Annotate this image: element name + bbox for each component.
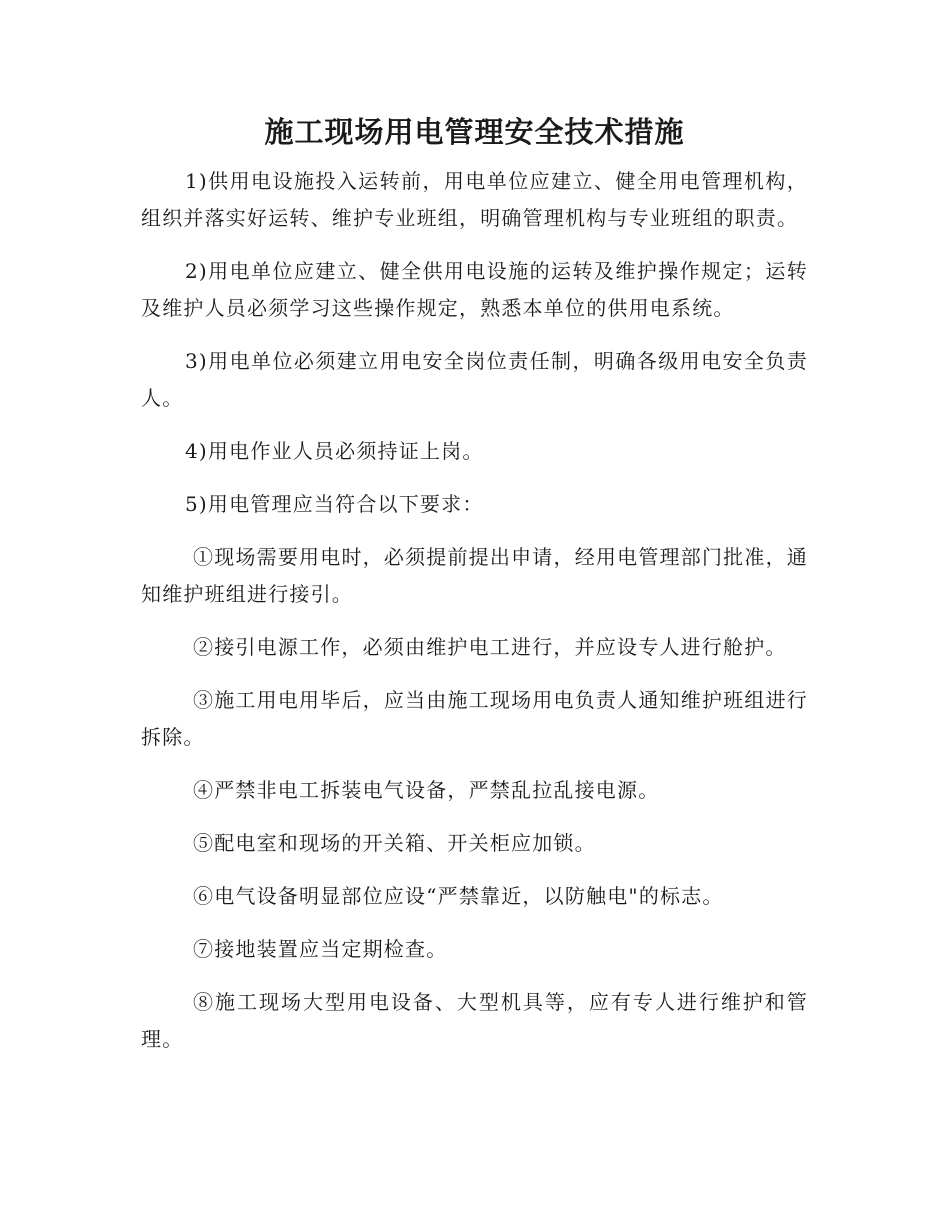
sub-item-6: ⑥电气设备明显部位应设“严禁靠近，以防触电"的标志。 (193, 884, 724, 908)
paragraph-5: 5)用电管理应当符合以下要求： (185, 492, 484, 516)
sub-item-7: ⑦接地装置应当定期检查。 (193, 937, 448, 961)
paragraph-2: 2)用电单位应建立、健全供用电设施的运转及维护操作规定；运转及维护人员必须学习这些操作规定，熟悉本单位的供用电系统。 (141, 259, 808, 320)
sub-item-1: ①现场需要用电时，必须提前提出申请，经用电管理部门批准，通知维护班组进行接引。 (141, 545, 808, 606)
sub-item-8: ⑧施工现场大型用电设备、大型机具等，应有专人进行维护和管理。 (141, 990, 808, 1051)
sub-item-5: ⑤配电室和现场的开关箱、开关柜应加锁。 (193, 831, 596, 855)
sub-item-2: ②接引电源工作，必须由维护电工进行，并应设专人进行舱护。 (193, 635, 787, 659)
paragraph-3: 3)用电单位必须建立用电安全岗位责任制，明确各级用电安全负责人。 (141, 349, 808, 410)
document-title: 施工现场用电管理安全技术措施 (264, 115, 685, 149)
paragraph-4: 4)用电作业人员必须持证上岗。 (185, 439, 484, 463)
paragraph-1: 1)供用电设施投入运转前，用电单位应建立、健全用电管理机构，组织并落实好运转、维护专业班组，明确管理机构与专业班组的职责。 (141, 169, 808, 230)
sub-item-4: ④严禁非电工拆装电气设备，严禁乱拉乱接电源。 (193, 778, 660, 802)
sub-item-3: ③施工用电用毕后，应当由施工现场用电负责人通知维护班组进行拆除。 (141, 688, 808, 749)
